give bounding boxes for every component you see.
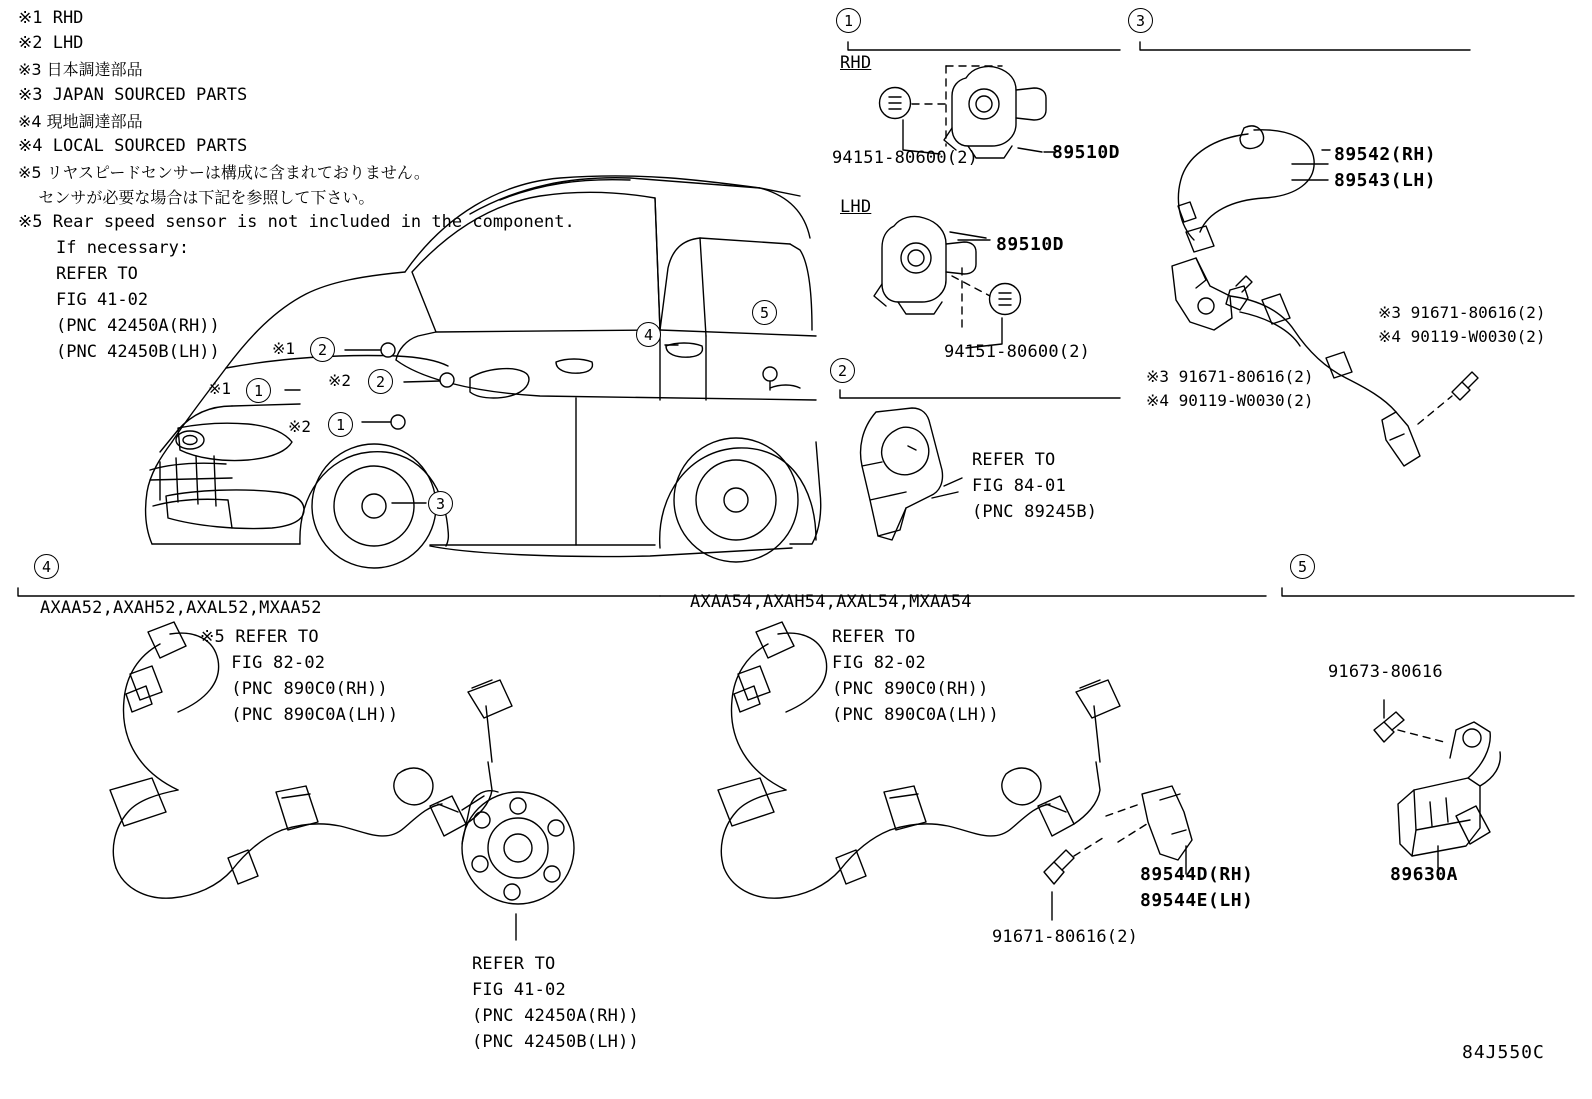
panel-3-part-bolt-local-left: ※4 90119-W0030(2) <box>1146 391 1314 410</box>
panel-4-left-refer-0: ※5 REFER TO <box>200 627 319 647</box>
legend-refer-3: (PNC 42450A(RH)) <box>56 316 220 336</box>
legend-refer-0: If necessary: <box>56 238 190 258</box>
panel-1-number[interactable]: 1 <box>836 8 861 33</box>
callout-1-lower[interactable]: 1 <box>328 412 353 437</box>
panel-5-part-sensor: 89630A <box>1390 864 1459 885</box>
panel-4-right-part-sensor-rh: 89544D(RH) <box>1140 864 1254 885</box>
panel-4-right-part-bolt: 91671-80616(2) <box>992 927 1139 947</box>
callout-note-1-left: ※1 <box>208 379 232 398</box>
panel-4-group-right-title: AXAA54,AXAH54,AXAL54,MXAA54 <box>690 592 972 612</box>
panel-4-left-hub-refer-0: REFER TO <box>472 954 556 974</box>
panel-4-right-refer-3: (PNC 890C0A(LH)) <box>832 705 999 725</box>
panel-2-refer-1: FIG 84-01 <box>972 476 1066 496</box>
panel-4-group-left-title: AXAA52,AXAH52,AXAL52,MXAA52 <box>40 598 322 618</box>
panel-4-left-hub-refer-3: (PNC 42450B(LH)) <box>472 1032 639 1052</box>
panel-4-left-refer-1: FIG 82-02 <box>200 653 326 673</box>
panel-3-part-sensor-rh: 89542(RH) <box>1334 144 1437 165</box>
legend-line-1: ※1 RHD <box>18 8 84 28</box>
legend-refer-4: (PNC 42450B(LH)) <box>56 342 220 362</box>
panel-1-rhd-label: RHD <box>840 53 872 73</box>
callout-note-1-upper: ※1 <box>272 339 296 358</box>
panel-5-number[interactable]: 5 <box>1290 554 1315 579</box>
panel-3-part-bolt-jp-right: ※3 91671-80616(2) <box>1378 303 1546 322</box>
legend-refer-1: REFER TO <box>56 264 138 284</box>
panel-4-left-refer-2: (PNC 890C0(RH)) <box>200 679 388 699</box>
panel-1-part-sensor-lhd: 89510D <box>996 234 1065 255</box>
panel-1-part-sensor-rhd: 89510D <box>1052 142 1121 163</box>
panel-4-right-part-sensor-lh: 89544E(LH) <box>1140 890 1254 911</box>
panel-4-number[interactable]: 4 <box>34 554 59 579</box>
callout-1-left[interactable]: 1 <box>246 378 271 403</box>
panel-3-part-sensor-lh: 89543(LH) <box>1334 170 1437 191</box>
panel-4-left-refer-3: (PNC 890C0A(LH)) <box>200 705 399 725</box>
legend-line-5-jp-2: センサが必要な場合は下記を参照して下さい。 <box>18 188 375 207</box>
callout-3-wheel[interactable]: 3 <box>428 491 453 516</box>
panel-3-part-bolt-jp-left: ※3 91671-80616(2) <box>1146 367 1314 386</box>
panel-1-lhd-label: LHD <box>840 197 872 217</box>
panel-2-refer-0: REFER TO <box>972 450 1056 470</box>
panel-1-part-bolt-lhd: 94151-80600(2) <box>944 342 1091 362</box>
legend-line-5-en: ※5 Rear speed sensor is not included in the component. <box>18 212 575 232</box>
panel-3-part-bolt-local-right: ※4 90119-W0030(2) <box>1378 327 1546 346</box>
legend-line-4-en: ※4 LOCAL SOURCED PARTS <box>18 136 248 156</box>
legend-refer-2: FIG 41-02 <box>56 290 149 310</box>
panel-2-number[interactable]: 2 <box>830 358 855 383</box>
panel-4-right-refer-2: (PNC 890C0(RH)) <box>832 679 989 699</box>
callout-2-upper[interactable]: 2 <box>310 337 335 362</box>
callout-2-middle[interactable]: 2 <box>368 369 393 394</box>
panel-2-refer-2: (PNC 89245B) <box>972 502 1098 522</box>
callout-5-rear[interactable]: 5 <box>752 300 777 325</box>
panel-4-left-hub-refer-2: (PNC 42450A(RH)) <box>472 1006 639 1026</box>
legend-line-5-jp-1: ※5 リヤスピードセンサーは構成に含まれておりません。 <box>18 163 430 182</box>
callout-4-door[interactable]: 4 <box>636 322 661 347</box>
panel-4-left-hub-refer-1: FIG 41-02 <box>472 980 566 1000</box>
legend-line-3-jp: ※3 日本調達部品 <box>18 60 143 79</box>
legend-line-4-jp: ※4 現地調達部品 <box>18 112 143 131</box>
panel-3-number[interactable]: 3 <box>1128 8 1153 33</box>
panel-4-right-refer-0: REFER TO <box>832 627 916 647</box>
legend-line-2: ※2 LHD <box>18 33 84 53</box>
panel-5-part-bolt: 91673-80616 <box>1328 662 1443 682</box>
callout-note-2-lower: ※2 <box>288 417 312 436</box>
legend-line-3-en: ※3 JAPAN SOURCED PARTS <box>18 85 248 105</box>
figure-code: 84J550C <box>1462 1042 1545 1063</box>
panel-1-part-bolt-rhd: 94151-80600(2) <box>832 148 979 168</box>
callout-note-2-middle: ※2 <box>328 371 352 390</box>
panel-4-right-refer-1: FIG 82-02 <box>832 653 926 673</box>
